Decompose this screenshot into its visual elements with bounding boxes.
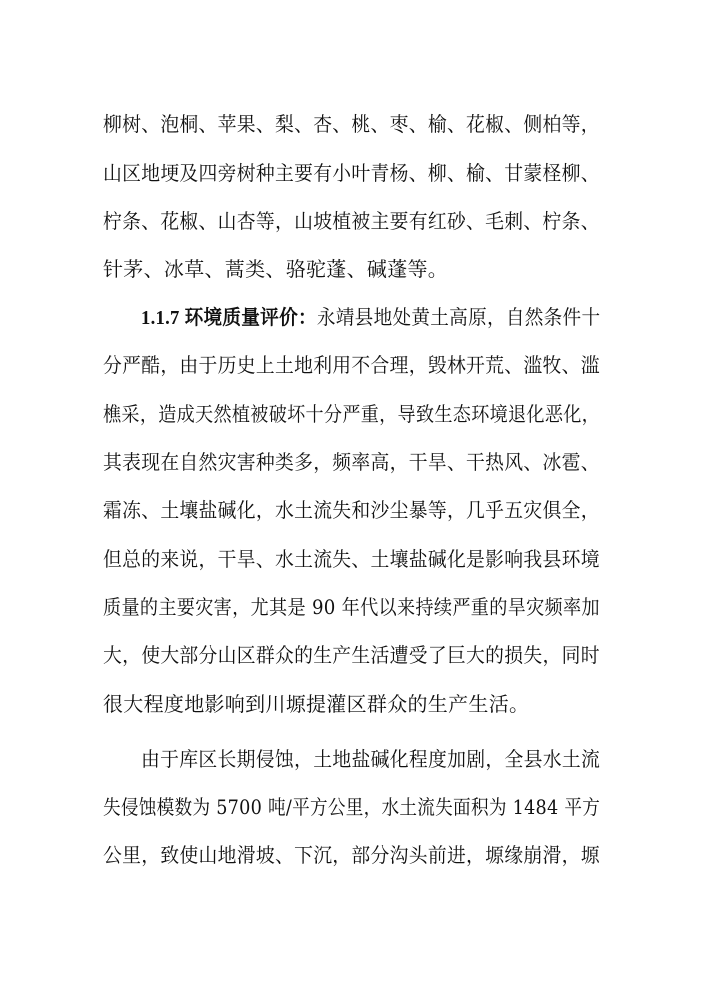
text-line: 公里，致使山地滑坡、下沉，部分沟头前进，塬缘崩滑，塬 bbox=[103, 843, 600, 867]
text-line: 失侵蚀模数为 5700 吨/平方公里，水土流失面积为 1484 平方 bbox=[103, 795, 601, 819]
text-line: 针茅、冰草、蒿类、骆驼蓬、碱蓬等。 bbox=[103, 257, 449, 281]
text-line: 其表现在自然灾害种类多，频率高，干旱、干热风、冰雹、 bbox=[103, 450, 600, 474]
text-line: 柳树、泡桐、苹果、梨、杏、桃、枣、榆、花椒、侧柏等， bbox=[103, 112, 600, 136]
text-line: 分严酷，由于历史上土地利用不合理，毁林开荒、滥牧、滥 bbox=[103, 353, 600, 377]
text-line: 由于库区长期侵蚀，土地盐碱化程度加剧，全县水土流 bbox=[141, 747, 601, 771]
section-heading: 1.1.7 环境质量评价： bbox=[141, 307, 317, 329]
section-first-line bbox=[141, 305, 600, 330]
section-first-line-text: 永靖县地处黄土高原，自然条件十 bbox=[316, 305, 601, 329]
text-line: 樵采，造成天然植被破坏十分严重，导致生态环境退化恶化， bbox=[103, 402, 601, 426]
text-line: 柠条、花椒、山杏等，山坡植被主要有红砂、毛刺、柠条、 bbox=[103, 209, 600, 233]
text-line: 大，使大部分山区群众的生产生活遭受了巨大的损失，同时 bbox=[103, 643, 600, 667]
text-line: 但总的来说，干旱、水土流失、土壤盐碱化是影响我县环境 bbox=[103, 547, 600, 571]
text-line: 霜冻、土壤盐碱化，水土流失和沙尘暴等，几乎五灾俱全， bbox=[103, 498, 600, 522]
text-line: 很大程度地影响到川塬提灌区群众的生产生活。 bbox=[103, 692, 530, 716]
text-line: 质量的主要灾害，尤其是 90 年代以来持续严重的旱灾频率加 bbox=[103, 595, 600, 619]
text-line: 山区地埂及四旁树种主要有小叶青杨、柳、榆、甘蒙柽柳、 bbox=[103, 161, 600, 185]
